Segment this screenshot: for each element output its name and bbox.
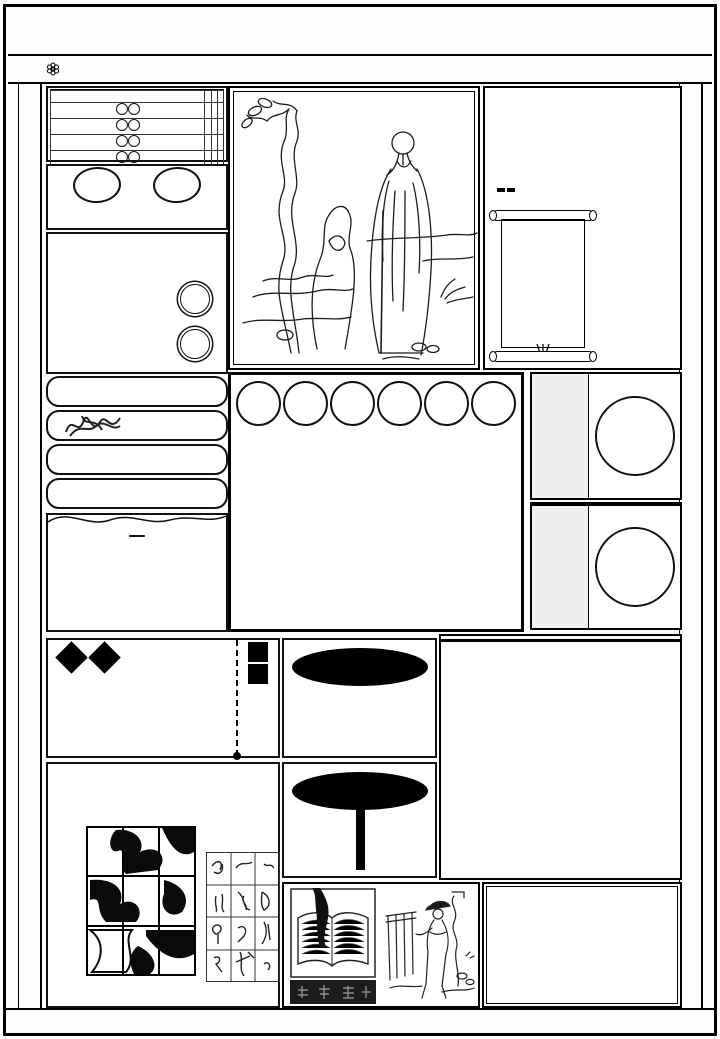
tips-column <box>236 640 278 756</box>
year-count-number <box>593 395 676 478</box>
number-ball <box>470 380 517 427</box>
total-open-title <box>292 648 428 686</box>
col-gate <box>51 91 205 103</box>
zodiac-puzzle-box <box>46 762 280 1008</box>
table-header-row <box>51 91 224 103</box>
puzzle-sketch-grid <box>206 852 280 982</box>
analysis-numbers <box>231 381 521 426</box>
handwritten-zodiac-scribble <box>62 412 124 440</box>
scroll-rod <box>493 351 593 362</box>
seal-text <box>497 188 505 192</box>
diamond-badge <box>88 641 121 674</box>
special-code-title <box>48 233 227 239</box>
scroll-body <box>501 219 585 348</box>
total-open-box <box>282 638 437 758</box>
table-row <box>51 135 224 151</box>
divider-bar <box>356 808 365 870</box>
dark-caption-strip <box>290 980 376 1004</box>
lucky-special-row <box>46 376 228 407</box>
special-open-title <box>292 772 428 810</box>
mystic-panel <box>483 86 682 370</box>
farmer-illustration <box>382 888 476 1004</box>
gate-cell <box>51 119 205 135</box>
number-ball <box>423 380 470 427</box>
lucky-zodiac-row <box>46 410 228 441</box>
cold-hot-box <box>46 164 228 230</box>
table-row <box>51 103 224 119</box>
cold-number <box>72 166 122 204</box>
mystery-box <box>46 638 280 758</box>
year-count-box <box>530 502 682 630</box>
lucky-range-row <box>46 478 228 509</box>
provided-number <box>179 328 211 360</box>
bottom-illustrations-box <box>282 882 480 1008</box>
marksix-right-strip <box>679 84 703 1008</box>
seal-label <box>497 188 515 192</box>
gate-cell <box>51 135 205 151</box>
footer-divider <box>6 1008 714 1010</box>
mystery-title <box>56 646 238 674</box>
lucky-color-row <box>46 444 228 475</box>
verse-scroll <box>493 210 593 362</box>
sage-illustration <box>233 91 479 369</box>
year-count-labels <box>532 506 589 628</box>
book-illustration <box>290 888 376 978</box>
hot-weak-table-box <box>46 86 228 162</box>
handwritten-notes <box>54 274 169 370</box>
year-count-box <box>530 372 682 500</box>
contribution-box <box>46 513 228 632</box>
col-give <box>217 91 223 103</box>
number-ball <box>282 380 329 427</box>
puzzle-image-grid <box>86 826 196 976</box>
hot-number <box>152 166 202 204</box>
special-open-box <box>282 762 437 878</box>
number-ball <box>329 380 376 427</box>
flower-icon <box>46 62 60 76</box>
computer-analysis-box <box>228 372 524 632</box>
seal-text <box>507 188 515 192</box>
special-attention-label <box>129 535 145 537</box>
sage-illustration-box <box>228 86 480 370</box>
year-count-number <box>593 526 676 609</box>
dashed-line-dot <box>233 752 241 760</box>
marksix-strip-item <box>46 62 63 76</box>
year-count-labels <box>532 374 589 498</box>
special-code-box <box>46 232 228 374</box>
buy-advice-box <box>439 634 682 880</box>
tip-char <box>248 642 268 662</box>
header-divider <box>8 54 712 56</box>
marksix-left-strip <box>18 84 42 1008</box>
heavy-divider <box>441 639 680 642</box>
provided-number <box>179 283 211 315</box>
number-ball <box>376 380 423 427</box>
treasure-explain-box <box>482 882 682 1008</box>
tip-char <box>248 664 268 684</box>
gate-cell <box>51 103 205 119</box>
marksix-top-strip <box>46 57 679 81</box>
strip-divider <box>8 82 712 84</box>
number-ball <box>235 380 282 427</box>
diamond-badge <box>55 641 88 674</box>
table-row <box>51 119 224 135</box>
